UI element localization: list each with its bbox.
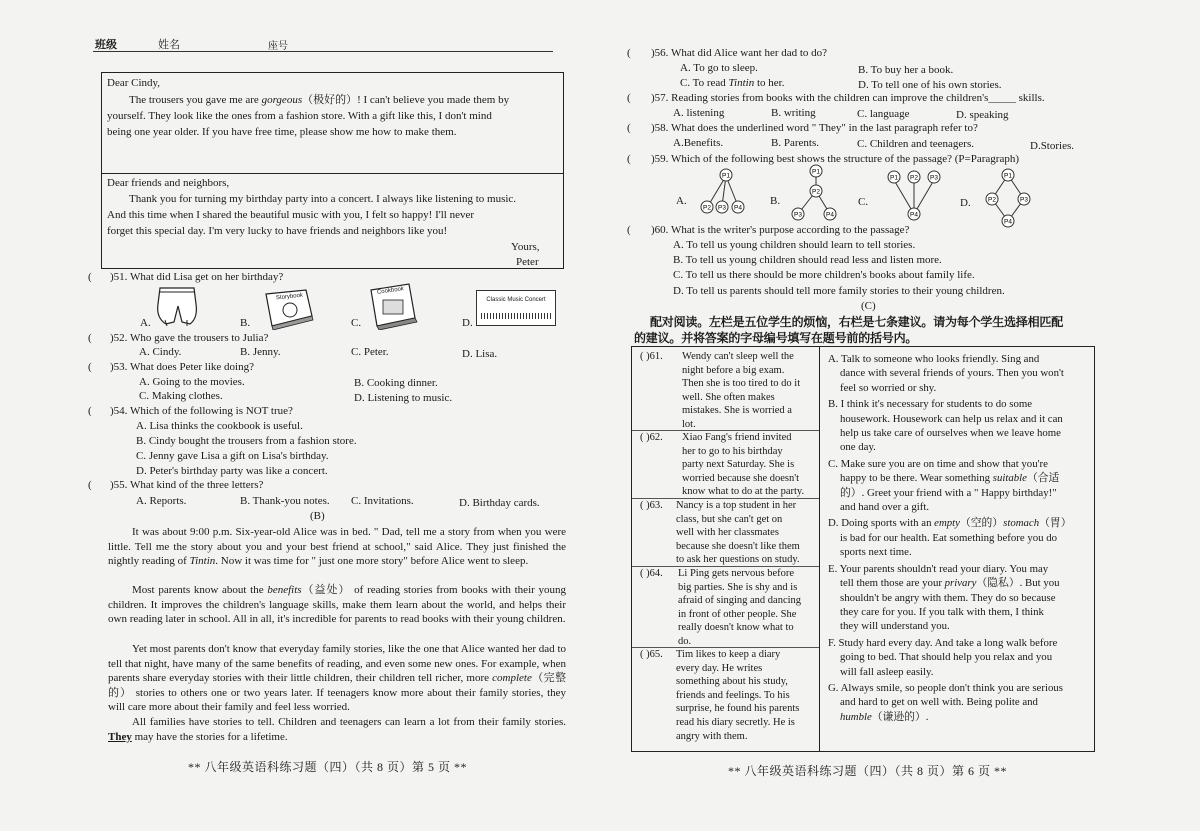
advice-line: one day.	[840, 441, 876, 454]
advice-line: is bad for our health. Eat something before you do	[840, 531, 1058, 544]
q55-stem: )55. What kind of the three letters?	[110, 479, 264, 491]
concert-ticket-picture	[476, 290, 556, 326]
problem-line: worried because she doesn't	[682, 472, 800, 484]
problem-line: something about his study,	[676, 676, 788, 688]
node-label: P1	[722, 172, 730, 180]
node-p2	[701, 201, 713, 213]
q55-option-a[interactable]: A. Reports.	[136, 495, 187, 507]
advice-line: they care for you. If you talk with them, I think	[840, 605, 1044, 618]
passage-text: It was about 9:00 p.m. Six-year-old Alice was in bed. " Dad, tell me a story from when you were little. Tell me the story about you and your best friend at school," said Alice. They just finished the nightly reading of	[108, 526, 566, 567]
vocab-gloss: （谦逊的）.	[871, 710, 929, 723]
advice-line	[828, 471, 1094, 485]
advice-f	[828, 636, 1094, 679]
letter-text: The trousers you gave me are	[129, 94, 262, 106]
letter-closing: Yours,	[511, 241, 540, 253]
node-label: P2	[910, 174, 918, 182]
q53-option-a[interactable]: A. Going to the movies.	[139, 376, 245, 388]
trousers-picture	[152, 284, 202, 330]
advice-line	[828, 710, 1094, 724]
problem-line: in front of other people. She	[678, 608, 797, 620]
problem-line: well with her classmates	[676, 527, 779, 539]
node-p2	[908, 171, 920, 183]
q54-option-b[interactable]: B. Cindy bought the trousers from a fashion store.	[136, 435, 357, 447]
node-p3	[792, 208, 804, 220]
q56-option-a[interactable]: A. To go to sleep.	[680, 62, 758, 74]
book-title: Tintin	[189, 555, 216, 567]
node-p1	[1002, 169, 1014, 181]
vocab-gloss: （极好的）	[302, 94, 358, 106]
advice-text: happy to be there. Wear something	[840, 472, 993, 485]
seat-label: 座号	[268, 41, 288, 52]
matching-table	[631, 346, 1095, 752]
problem-line: because she doesn't like them	[676, 540, 800, 552]
q56-option-b[interactable]: B. To buy her a book.	[858, 64, 954, 76]
advice-line: and hard to get on well with. Being polite and	[840, 696, 1038, 709]
node-label: P4	[734, 204, 742, 212]
problem-line: Xiao Fang's friend invited	[682, 432, 792, 443]
storybook-picture	[256, 286, 316, 330]
q55-paren: (	[88, 479, 92, 491]
q54-option-a[interactable]: A. Lisa thinks the cookbook is useful.	[136, 420, 303, 432]
q51-stem: )51. What did Lisa get on her birthday?	[110, 271, 284, 283]
q59-stem: )59. Which of the following best shows the structure of the passage? (P=Paragraph)	[651, 153, 1019, 165]
q57-option-c[interactable]: C. language	[857, 108, 910, 120]
class-label: 班级	[95, 39, 117, 51]
footer-left: ** 八年级英语科练习题（四）（共 8 页）第 5 页 **	[188, 760, 468, 774]
vocab-gloss: （益处）	[301, 584, 351, 596]
q60-paren: (	[627, 224, 631, 236]
problem-line: lot.	[682, 418, 696, 430]
passage-text: All families have stories to tell. Children and teenagers can learn a lot from their family stories.	[132, 716, 566, 728]
advice-text: D. Doing sports with an	[828, 517, 935, 530]
q51-option-d[interactable]: D.	[462, 317, 473, 329]
vocab-word: gorgeous	[261, 94, 303, 106]
section-c-instruction-2: 的建议。并将答案的字母编号填写在题号前的括号内。	[634, 331, 918, 345]
q57-stem: )57. Reading stories from books with the children can improve the children's_____ skills.	[651, 92, 1045, 104]
advice-b	[828, 397, 1094, 455]
passage-text: stories to others one or two years later. If teenagers know more about their family stories, they will care more about their family and feel less worried.	[108, 686, 567, 713]
node-p3	[1018, 193, 1030, 205]
node-label: P3	[930, 174, 938, 182]
q53-option-b[interactable]: B. Cooking dinner.	[354, 377, 438, 389]
vocab-gloss: （合适	[1026, 472, 1060, 485]
q51-option-c[interactable]: C.	[351, 317, 362, 329]
letters-box	[101, 72, 564, 269]
q60-option-c[interactable]: C. To tell us there should be more children's books about family life.	[673, 269, 975, 281]
vocab-word: humble	[840, 710, 872, 723]
q52-option-c[interactable]: C. Peter.	[351, 346, 389, 358]
advice-line: help us take care of ourselves when we leave home	[840, 427, 1061, 440]
concert-ticket-label: Classic Music Concert	[486, 297, 546, 303]
q59-option-b[interactable]: B.	[770, 195, 781, 207]
node-label: P4	[910, 211, 918, 219]
option-text: to her.	[754, 77, 785, 89]
advice-line: G. Always smile, so people don't think you are serious	[828, 681, 1063, 694]
letter-cindy-greeting: Dear Cindy,	[107, 77, 161, 89]
book-title: Tintin	[728, 77, 755, 89]
vocab-gloss: （隐私）. But you	[976, 577, 1060, 590]
q52-stem: )52. Who gave the trousers to Julia?	[110, 332, 269, 344]
structure-diagram-c	[884, 168, 944, 222]
node-label: P2	[703, 204, 711, 212]
structure-diagram-b	[788, 164, 840, 222]
node-label: P4	[826, 211, 834, 219]
q51-option-a[interactable]: A.	[140, 317, 151, 329]
letter-text: ! I can't believe you made them by	[357, 94, 510, 106]
student-61-number[interactable]: ( )61.	[640, 351, 663, 362]
node-label: P1	[1004, 172, 1012, 180]
q54-option-c[interactable]: C. Jenny gave Lisa a gift on Lisa's birthday.	[136, 450, 329, 462]
section-b-label: (B)	[310, 510, 325, 522]
advice-line: and hand over a gift.	[840, 501, 930, 514]
problem-line: friends and feelings. To his	[676, 689, 790, 701]
vocab-gloss: （胃）	[1039, 517, 1072, 530]
advice-line: F. Study hard every day. And take a long walk before	[828, 636, 1058, 649]
node-p3	[716, 201, 728, 213]
problem-line: class, but she can't get on	[676, 513, 783, 525]
vocab-word: privary	[944, 577, 977, 590]
advice-line: going to bed. That should help you relax and you	[840, 651, 1053, 664]
q53-option-d[interactable]: D. Listening to music.	[354, 392, 453, 404]
problem-line: well. She often makes	[682, 391, 775, 403]
problem-line: big parties. She is shy and is	[678, 581, 798, 593]
problem-line: do.	[678, 635, 692, 647]
vocab-word: complete	[492, 672, 532, 684]
q58-paren: (	[627, 122, 631, 134]
q52-option-a[interactable]: A. Cindy.	[139, 346, 182, 358]
letter-cindy-line1	[129, 93, 509, 108]
q57-option-d[interactable]: D. speaking	[956, 109, 1009, 121]
advice-line: A. Talk to someone who looks friendly. Sing and	[828, 353, 1040, 365]
student-65-number[interactable]: ( )65.	[640, 649, 663, 660]
section-c-instruction-1: 配对阅读。左栏是五位学生的烦恼，右栏是七条建议。请为每个学生选择相匹配	[650, 315, 1064, 329]
student-64-problem	[678, 567, 818, 649]
node-label: P3	[794, 211, 802, 219]
student-65-problem	[676, 648, 818, 743]
problem-line: night before a big exam.	[682, 364, 785, 376]
structure-diagram-d	[980, 166, 1034, 228]
advice-line	[828, 516, 1094, 530]
passage-b-paragraph-1	[108, 525, 566, 569]
passage-b-paragraph-4	[108, 715, 566, 744]
problem-line: every day. He writes	[676, 662, 763, 674]
q60-option-b[interactable]: B. To tell us young children should read less and listen more.	[673, 254, 942, 266]
problem-line: Then she is too tired to do it	[682, 378, 801, 390]
problem-line: Nancy is a top student in her	[676, 500, 797, 511]
problem-line: afraid of singing and dancing	[678, 595, 802, 607]
student-61-problem	[682, 350, 818, 432]
letter-friends-line1: Thank you for turning my birthday party into a concert. I always like listening to music.	[129, 193, 517, 205]
passage-text: Most parents know about the	[132, 584, 268, 596]
q52-option-b[interactable]: B. Jenny.	[240, 346, 281, 358]
q60-option-a[interactable]: A. To tell us young children should learn to tell stories.	[673, 239, 916, 251]
storybook-label: Storybook	[275, 292, 304, 302]
structure-diagram-a	[698, 166, 746, 218]
node-p4	[1002, 215, 1014, 227]
advice-line: feel so worried or shy.	[840, 381, 937, 394]
node-label: P1	[812, 168, 820, 176]
letter-cindy-line3: being one year older. If you have free time, please show me how to make them.	[107, 126, 457, 138]
problem-line: mistakes. She is worried a	[682, 405, 792, 417]
advice-line: E. Your parents shouldn't read your diary. You may	[828, 562, 1049, 575]
problem-line: to ask her questions on study.	[676, 554, 800, 566]
q55-option-b[interactable]: B. Thank-you notes.	[240, 495, 330, 507]
advice-d	[828, 516, 1094, 559]
node-label: P3	[718, 204, 726, 212]
q56-paren: (	[627, 47, 631, 59]
passage-text: . Now it was time for " just one more story" before Alice went to sleep.	[215, 555, 529, 567]
advice-line: B. I think it's necessary for students to do some	[828, 398, 1033, 411]
letter-cindy-line2: yourself. They look like the ones from a fashion store. With a gift like this, I don't mind	[107, 110, 492, 122]
letter-friends-greeting: Dear friends and neighbors,	[107, 177, 230, 189]
letter-divider	[102, 173, 563, 174]
vocab-word: benefits	[267, 584, 302, 596]
problem-line: Tim likes to keep a diary	[676, 649, 781, 660]
student-63-number[interactable]: ( )63.	[640, 500, 663, 511]
q60-stem: )60. What is the writer's purpose according to the passage?	[651, 224, 910, 236]
advice-line: will fall asleep easily.	[840, 665, 934, 678]
vocab-word: empty	[934, 517, 960, 530]
name-label: 姓名	[158, 39, 180, 51]
problem-line: Li Ping gets nervous before	[678, 568, 795, 579]
advice-g	[828, 681, 1094, 724]
advice-c	[828, 457, 1094, 515]
q52-paren: (	[88, 332, 92, 344]
q54-stem: )54. Which of the following is NOT true?	[110, 405, 293, 417]
q54-option-d[interactable]: D. Peter's birthday party was like a concert.	[136, 465, 328, 477]
q51-paren: (	[88, 271, 92, 283]
advice-line: C. Make sure you are on time and show that you're	[828, 457, 1048, 470]
q57-option-b[interactable]: B. writing	[771, 107, 816, 119]
node-label: P2	[988, 196, 996, 204]
problem-line: read his diary secretly. He is	[676, 716, 795, 728]
q59-paren: (	[627, 153, 631, 165]
letter-friends-line3: forget this special day. I'm very lucky to have friends and neighbors like you!	[107, 225, 448, 237]
node-label: P2	[812, 188, 820, 196]
q56-option-c[interactable]	[680, 76, 784, 90]
advice-line: they will understand you.	[840, 620, 950, 633]
advice-text: tell them those are your	[840, 577, 945, 590]
node-p2	[986, 193, 998, 205]
q58-option-a[interactable]: A.Benefits.	[673, 137, 724, 149]
cookbook-label: Cookbook	[376, 286, 405, 296]
problem-line: know what to do at the party.	[682, 486, 805, 498]
q56-stem: )56. What did Alice want her dad to do?	[651, 47, 828, 59]
student-64-number[interactable]: ( )64.	[640, 568, 663, 579]
node-label: P4	[1004, 218, 1012, 226]
node-p4	[824, 208, 836, 220]
advice-line: sports next time.	[840, 546, 912, 559]
letter-signature: Peter	[516, 256, 539, 268]
advice-a	[828, 352, 1094, 395]
problem-line: Wendy can't sleep well the	[682, 351, 794, 362]
q54-paren: (	[88, 405, 92, 417]
q55-option-d[interactable]: D. Birthday cards.	[459, 497, 540, 509]
vocab-gloss: （空的）	[959, 517, 1004, 530]
q56-option-d[interactable]: D. To tell one of his own stories.	[858, 79, 1002, 91]
vocab-gloss: （完整的）	[108, 672, 566, 699]
problem-line: her to go to his birthday	[682, 445, 783, 457]
q59-option-c[interactable]: C.	[858, 196, 869, 208]
node-p3	[928, 171, 940, 183]
q58-option-c[interactable]: C. Children and teenagers.	[857, 138, 974, 150]
passage-b-paragraph-3	[108, 642, 566, 715]
q51-option-b[interactable]: B.	[240, 317, 251, 329]
advice-list	[828, 352, 1094, 724]
advice-line: shouldn't be angry with them. They do so because	[840, 591, 1056, 604]
node-p4	[908, 208, 920, 220]
passage-text: Yet most parents don't know that everyday family stories, like the one that Alice wanted her dad to tell that night, have many of the same benefits of reading, and even some new ones. For example, when parents share everyday stories with their little children, their children tell richer, more	[108, 643, 566, 684]
advice-line	[828, 576, 1094, 590]
node-p1	[888, 171, 900, 183]
q60-option-d[interactable]: D. To tell us parents should tell more family stories to their young children.	[673, 285, 1005, 297]
q59-option-d[interactable]: D.	[960, 197, 971, 209]
passage-b-paragraph-2	[108, 583, 566, 627]
q58-option-d[interactable]: D.Stories.	[1030, 140, 1074, 152]
q52-option-d[interactable]: D. Lisa.	[462, 348, 498, 360]
q58-stem: )58. What does the underlined word " They" in the last paragraph refer to?	[651, 122, 978, 134]
node-label: P1	[890, 174, 898, 182]
footer-right: ** 八年级英语科练习题（四）（共 8 页）第 6 页 **	[728, 764, 1008, 778]
advice-line: dance with several friends of yours. Then you won't	[840, 367, 1064, 380]
advice-line: 的）. Greet your friend with a " Happy birthday!"	[840, 486, 1057, 499]
underlined-word: They	[108, 730, 132, 743]
student-62-number[interactable]: ( )62.	[640, 432, 663, 443]
node-label: P3	[1020, 196, 1028, 204]
problem-line: angry with them.	[676, 730, 748, 742]
node-p1	[810, 165, 822, 177]
passage-text: of reading stories from books with their young children. It improves the children's language skills, make them learn about the world, and helps their own reading later in school. All in all, it's incredible for parents to read books with their young children.	[108, 584, 567, 625]
q53-paren: (	[88, 361, 92, 373]
student-63-problem	[676, 499, 818, 567]
q53-stem: )53. What does Peter like doing?	[110, 361, 254, 373]
ticket-barcode	[481, 313, 551, 319]
option-text: C. To read	[680, 77, 729, 89]
node-p4	[732, 201, 744, 213]
problem-line: surprise, he found his parents	[676, 703, 800, 715]
q58-option-b[interactable]: B. Parents.	[771, 137, 819, 149]
advice-e	[828, 562, 1094, 634]
section-c-label: (C)	[861, 300, 876, 312]
header-underline	[93, 51, 553, 52]
node-p1	[720, 169, 732, 181]
letter-friends-line2: And this time when I shared the beautiful music with you, I felt so happy! I'll never	[107, 209, 475, 221]
advice-line: housework. Housework can help us relax and it can	[840, 412, 1063, 425]
problem-line: really doesn't know what to	[678, 622, 794, 634]
problem-line: party next Saturday. She is	[682, 459, 795, 471]
table-column-divider	[819, 347, 820, 751]
passage-text: may have the stories for a lifetime.	[131, 730, 288, 743]
node-p2	[810, 185, 822, 197]
vocab-word: stomach	[1003, 517, 1040, 530]
q59-option-a[interactable]: A.	[676, 195, 687, 207]
q57-paren: (	[627, 92, 631, 104]
q57-option-a[interactable]: A. listening	[673, 107, 725, 119]
q55-option-c[interactable]: C. Invitations.	[351, 495, 414, 507]
q53-option-c[interactable]: C. Making clothes.	[139, 390, 223, 402]
cookbook-picture	[365, 280, 421, 330]
vocab-word: suitable	[992, 472, 1027, 485]
student-62-problem	[682, 431, 818, 499]
